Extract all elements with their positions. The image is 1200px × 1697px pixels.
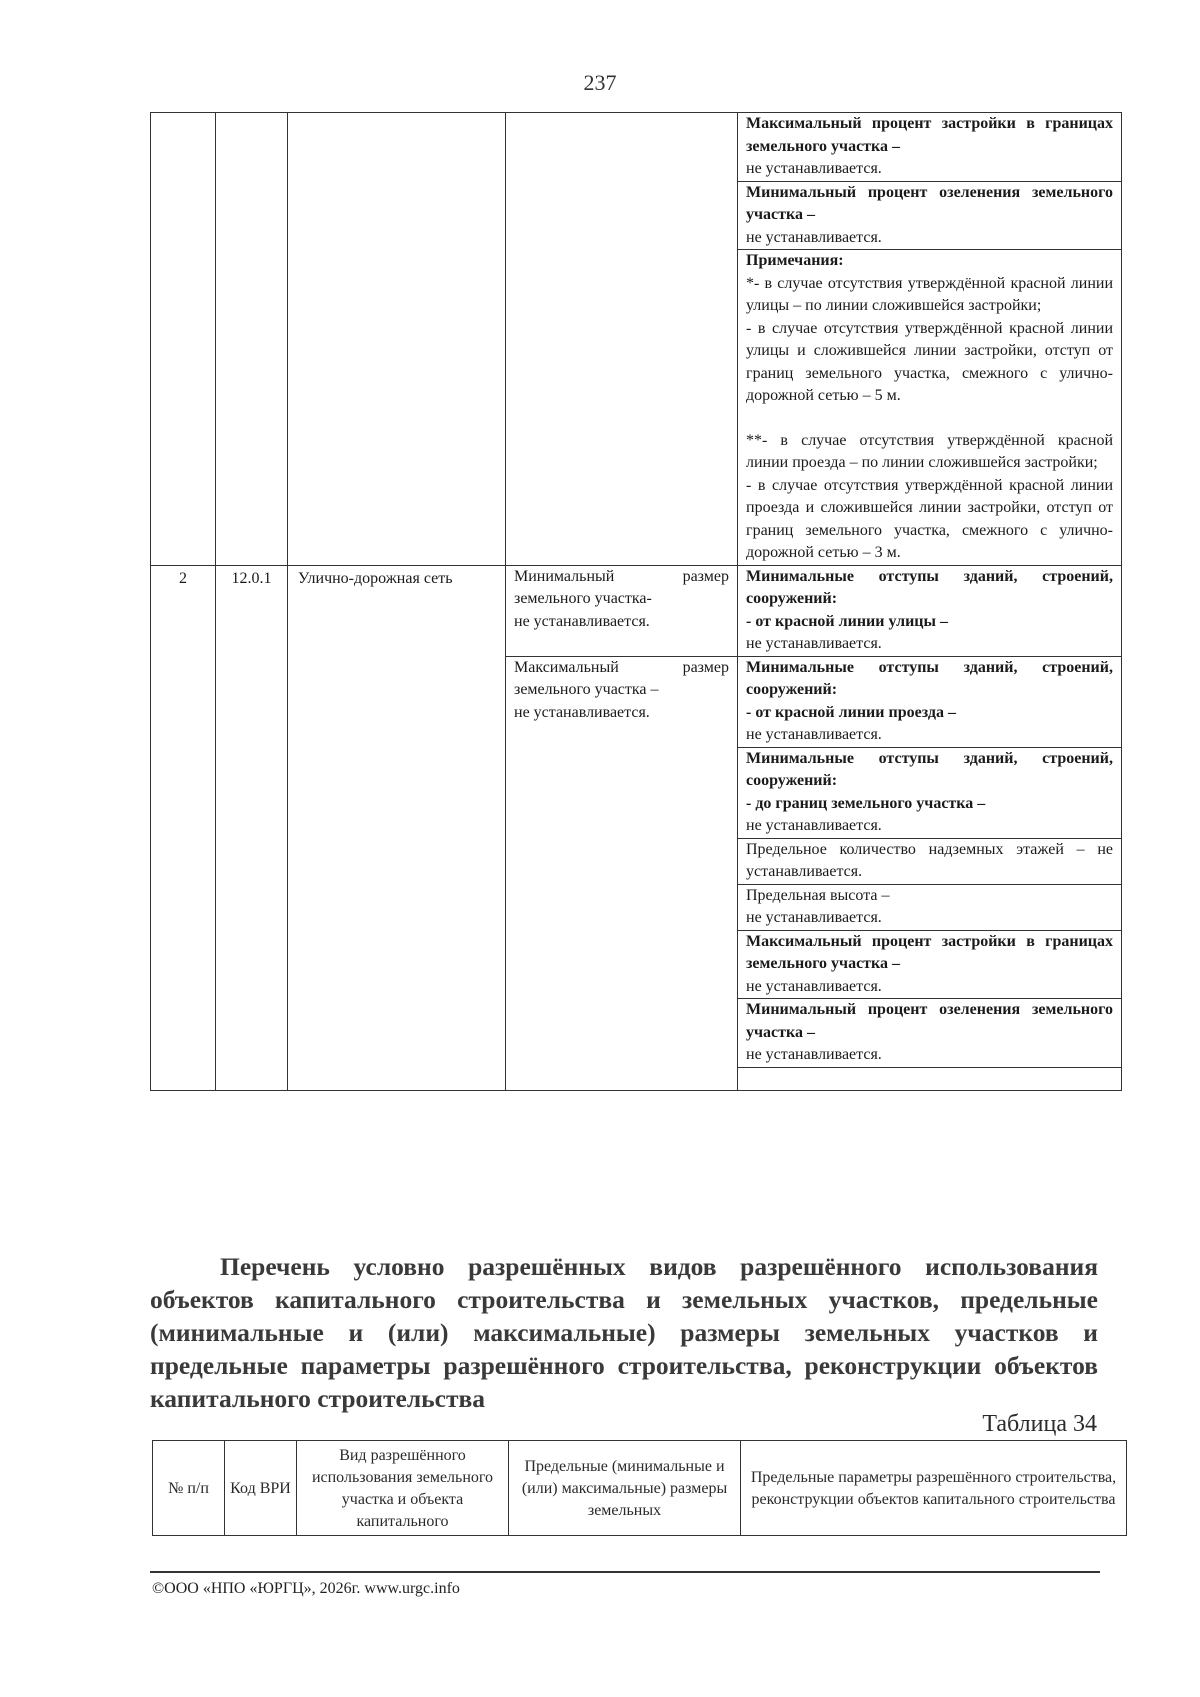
empty-cell	[738, 1067, 1122, 1090]
cell-code-empty	[216, 113, 288, 566]
param-title: Максимальный процент застройки в границах земельного участка –	[746, 115, 1113, 155]
row-vri: Улично-дорожная сеть	[288, 565, 506, 1090]
param-value: не устанавливается.	[746, 977, 882, 995]
param-cell	[738, 113, 1122, 182]
cell-vri-empty	[288, 113, 506, 566]
size-cell	[506, 656, 738, 1090]
notes-cell	[738, 250, 1122, 566]
param-subtitle: - до границ земельного участка –	[746, 794, 986, 812]
footer-divider	[150, 1571, 1100, 1573]
notes-title: Примечания:	[746, 252, 844, 269]
param-cell	[738, 930, 1122, 999]
param-title: Предельная высота –	[746, 886, 890, 904]
param-cell	[738, 884, 1122, 930]
param-subtitle: - от красной линии проезда –	[746, 703, 956, 721]
size-value: не устанавливается.	[514, 703, 650, 721]
table-row	[151, 565, 1122, 656]
size-cell	[506, 565, 738, 656]
page-number: 237	[583, 70, 617, 95]
param-value: Предельное количество надземных этажей – не устанавливается.	[746, 840, 1113, 880]
param-subtitle: - от красной линии улицы –	[746, 612, 948, 630]
param-value: не устанавливается.	[746, 726, 882, 743]
param-value: не устанавливается.	[746, 160, 882, 177]
param-title: Минимальные отступы зданий, строений, сооружений:	[746, 658, 1113, 698]
size-label: Минимальный размер земельного участка-	[514, 567, 729, 607]
table-34-header	[152, 1440, 1127, 1536]
param-cell	[738, 747, 1122, 838]
size-label: Максимальный размер земельного участка –	[514, 658, 729, 698]
param-value: не устанавливается.	[746, 1046, 882, 1063]
param-title: Минимальный процент озеленения земельного участка –	[746, 1001, 1113, 1041]
section-heading	[150, 1250, 1098, 1415]
cell-number-empty	[151, 113, 216, 566]
param-cell	[738, 838, 1122, 884]
header-code: Код ВРИ	[225, 1441, 297, 1536]
param-cell	[738, 999, 1122, 1068]
regulations-table	[150, 112, 1122, 1091]
footer-copyright: ©ООО «НПО «ЮРГЦ», 2026г. www.urgc.info	[152, 1580, 460, 1597]
note-spacer	[746, 408, 1113, 430]
note-line: *- в случае отсутствия утверждённой красной линии улицы – по линии сложившейся застройки;	[746, 274, 1113, 314]
param-cell	[738, 656, 1122, 747]
header-row	[153, 1441, 1127, 1536]
param-title: Минимальные отступы зданий, строений, сооружений:	[746, 567, 1113, 607]
param-cell	[738, 181, 1122, 250]
table-row	[151, 113, 1122, 182]
row-number: 2	[151, 565, 216, 1090]
note-line: - в случае отсутствия утверждённой красной линии проезда и сложившейся линии застройки, отступ от границ земельного участка, смежного с улично-дорожной сетью – 3 м.	[746, 476, 1113, 561]
row-code: 12.0.1	[216, 565, 288, 1090]
note-line: **- в случае отсутствия утверждённой красной линии проезда – по линии сложившейся застройки;	[746, 431, 1113, 471]
param-value: не устанавливается.	[746, 228, 882, 246]
param-value: не устанавливается.	[746, 817, 882, 834]
param-title: Максимальный процент застройки в границах земельного участка –	[746, 932, 1113, 972]
heading-text: Перечень условно разрешённых видов разрешённого использования объектов капитального строительства и земельных участков, предельные (минимальные и (или) максимальные) размеры земельных участков и предельные параметры разрешённого строительства, реконструкции объектов капитального строительства	[150, 1252, 1098, 1413]
param-cell	[738, 565, 1122, 656]
header-vri: Вид разрешённого использования земельного участка и объекта капитального	[297, 1441, 509, 1536]
param-value: не устанавливается.	[746, 635, 882, 652]
note-line: - в случае отсутствия утверждённой красной линии улицы и сложившейся линии застройки, отступ от границ земельного участка, смежного с улично-дорожной сетью – 5 м.	[746, 319, 1113, 404]
header-sizes: Предельные (минимальные и (или) максимальные) размеры земельных	[509, 1441, 741, 1536]
param-title: Минимальный процент озеленения земельного участка –	[746, 183, 1113, 223]
size-value: не устанавливается.	[514, 612, 650, 630]
param-value: не устанавливается.	[746, 909, 882, 926]
table-caption: Таблица 34	[982, 1411, 1097, 1437]
header-params: Предельные параметры разрешённого строительства, реконструкции объектов капитального строительства	[741, 1441, 1127, 1536]
param-title: Минимальные отступы зданий, строений, сооружений:	[746, 749, 1113, 789]
header-number: № п/п	[153, 1441, 225, 1536]
cell-sizes-empty	[506, 113, 738, 566]
